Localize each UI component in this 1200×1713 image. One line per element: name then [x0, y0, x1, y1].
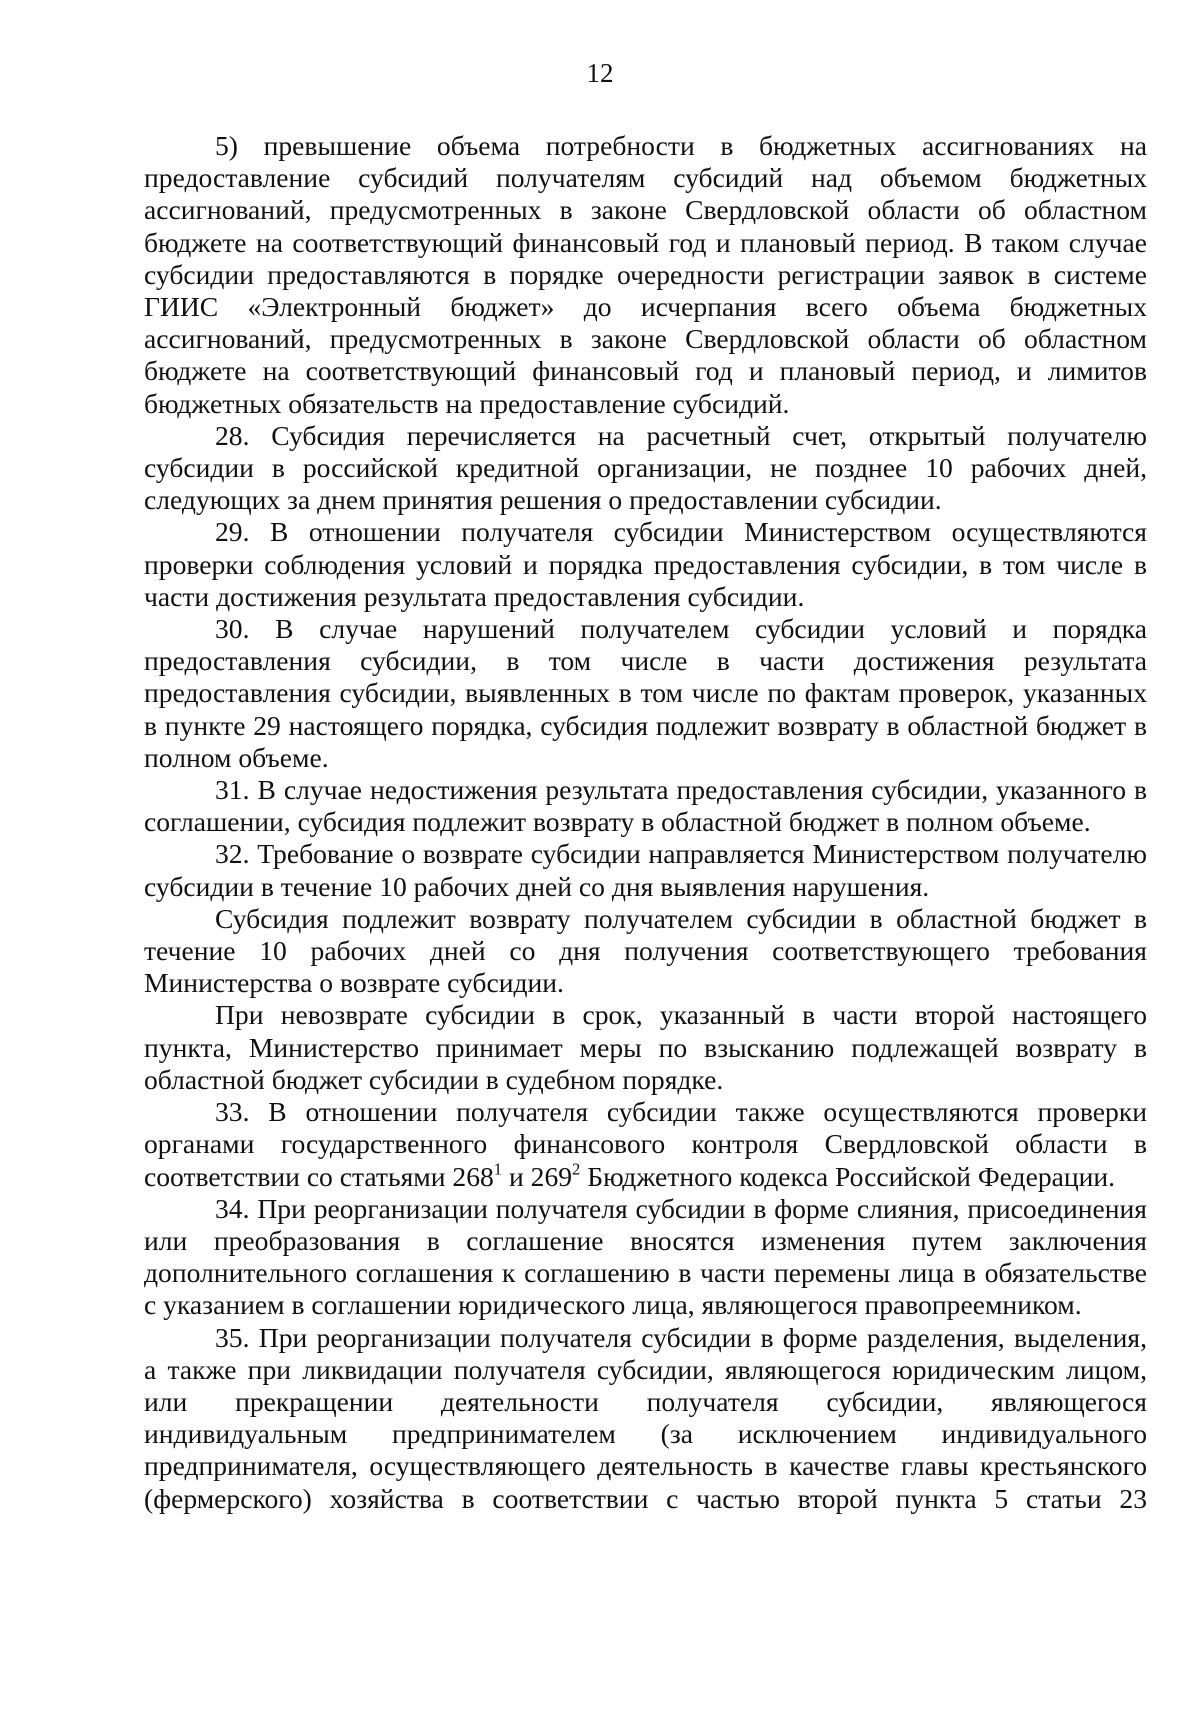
paragraph-34: 34. При реорганизации получателя субсидии в форме слияния, присоединения или преобразования в соглашение вносятся изменения путем заключения дополнительного соглашения к соглашению в части перемены лица в обязательстве с указанием в соглашении юридического лица, являющегося правопреемником. [144, 1192, 1147, 1321]
paragraph-28: 28. Субсидия перечисляется на расчетный счет, открытый получателю субсидии в российской кредитной организации, не позднее 10 рабочих дней, следующих за днем принятия решения о предоставлении субсидии. [144, 419, 1147, 516]
paragraph-33-text-a: 33. В отношении получателя субсидии также осуществляются проверки органами государственного финансового контроля Свердловской области в соответствии со статьями 268 [144, 1096, 1147, 1192]
paragraph-item-5: 5) превышение объема потребности в бюджетных ассигнованиях на предоставление субсидий получателям субсидий над объемом бюджетных ассигнований, предусмотренных в законе Свердловской области об областном бюджете на соответствующий финансовый год и плановый период. В таком случае субсидии предоставляются в порядке очередности регистрации заявок в системе ГИИС «Электронный бюджет» до исчерпания всего объема бюджетных ассигнований, предусмотренных в законе Свердловской области об областном бюджете на соответствующий финансовый год и плановый период, и лимитов бюджетных обязательств на предоставление субсидий. [144, 130, 1147, 419]
paragraph-32-part-3: При невозврате субсидии в срок, указанный в части второй настоящего пункта, Министерство принимает меры по взысканию подлежащей возврату в областной бюджет субсидии в судебном порядке. [144, 999, 1147, 1095]
paragraph-35: 35. При реорганизации получателя субсидии в форме разделения, выделения, а также при ликвидации получателя субсидии, являющегося юридическим лицом, или прекращении деятельности получателя субсидии, являющегося индивидуальным предпринимателем (за исключением индивидуального предпринимателя, осуществляющего деятельность в качестве главы крестьянского (фермерского) хозяйства в соответствии с частью второй пункта 5 статьи 23 [144, 1321, 1147, 1514]
document-body [144, 130, 1147, 1515]
paragraph-30: 30. В случае нарушений получателем субсидии условий и порядка предоставления субсидии, в том числе в части достижения результата предоставления субсидии, выявленных в том числе по фактам проверок, указанных в пункте 29 настоящего порядка, субсидия подлежит возврату в областной бюджет в полном объеме. [144, 613, 1147, 773]
paragraph-31: 31. В случае недостижения результата предоставления субсидии, указанного в соглашении, субсидия подлежит возврату в областной бюджет в полном объеме. [144, 774, 1147, 838]
paragraph-33-text-c: Бюджетного кодекса Российской Федерации. [580, 1160, 1116, 1192]
paragraph-33 [144, 1096, 1147, 1193]
page-number: 12 [586, 58, 614, 88]
paragraph-32-part-2: Субсидия подлежит возврату получателем субсидии в областной бюджет в течение 10 рабочих дней со дня получения соответствующего требования Министерства о возврате субсидии. [144, 902, 1147, 999]
superscript-2: 2 [572, 1158, 581, 1178]
superscript-1: 1 [493, 1158, 503, 1178]
paragraph-32: 32. Требование о возврате субсидии направляется Министерством получателю субсидии в течение 10 рабочих дней со дня выявления нарушения. [144, 838, 1147, 902]
paragraph-29: 29. В отношении получателя субсидии Министерством осуществляются проверки соблюдения условий и порядка предоставления субсидии, в том числе в части достижения результата предоставления субсидии. [144, 516, 1147, 612]
paragraph-33-text-b: и 269 [502, 1160, 573, 1192]
